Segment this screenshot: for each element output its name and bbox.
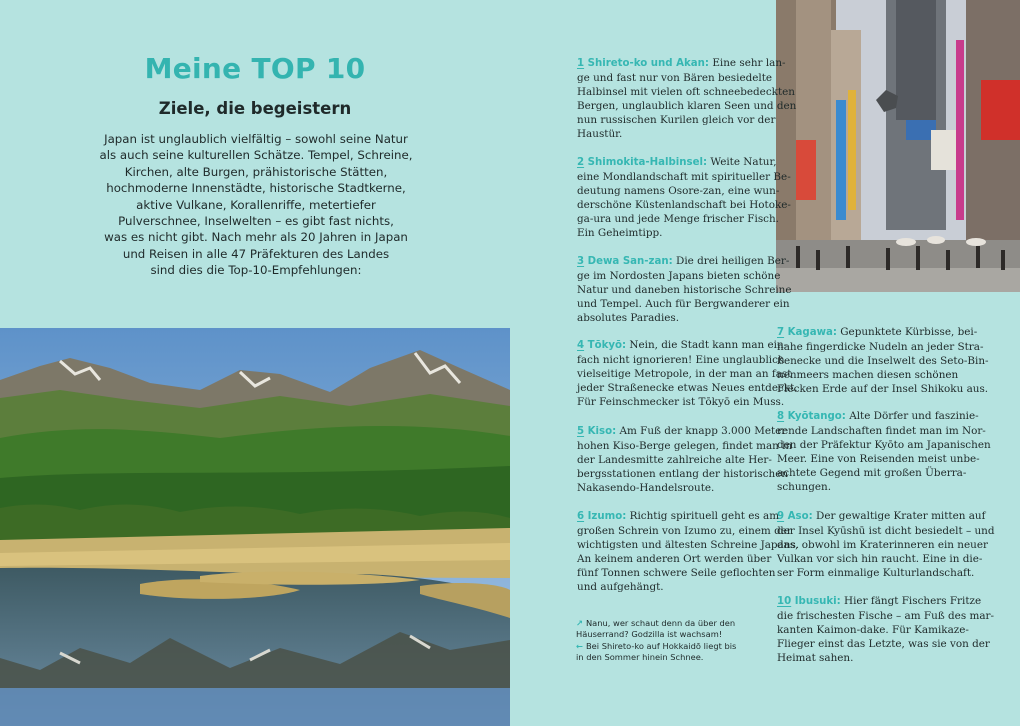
entry-line: achtete Gegend mit großen Überra- [777,467,967,480]
entry-line: ßenecke und die Inselwelt des Seto-Bin- [777,355,989,368]
intro-line: und Reisen in alle 47 Präfekturen des Landes [122,246,390,261]
entry-title: Izumo: [587,511,627,522]
entry-line: hohen Kiso-Berge gelegen, findet man in [577,440,793,453]
entry-number: 8 [777,411,785,422]
entry-number: 4 [577,340,585,351]
entry-line: absolutes Paradies. [577,312,680,325]
entry-text: Am Fuß der knapp 3.000 Meter [619,425,787,437]
entry-line: Für Feinschmecker ist Tōkyō ein Muss. [577,396,785,409]
entry-text: Eine sehr lan- [712,57,786,69]
intro-line: Kirchen, alte Burgen, prähistorische Stätten, [124,164,388,179]
entry-line: deutung namens Osore-zan, eine wun- [577,185,780,198]
entry-number: 9 [777,511,785,522]
entry-number: 3 [577,256,585,267]
entry-line: vielseitige Metropole, in der man an fast [577,368,792,381]
entry-line: ge im Nordosten Japans bieten schöne [577,270,781,283]
entry-line: Halbinsel mit vielen oft schneebedeckten [577,86,795,99]
top10-entry-1 [577,56,796,142]
shiretoko-lake-photo [0,328,510,726]
entry-title: Kiso: [587,426,617,437]
entry-line: jeder Straßenecke etwas Neues entdeckt. [577,382,798,395]
entry-line: fach nicht ignorieren! Eine unglaublich [577,354,785,367]
entry-line: derschöne Küstenlandschaft bei Hotoke- [577,199,791,212]
entry-line: kanten Kaimon-dake. Für Kamikaze- [777,624,969,637]
photo-captions [576,618,766,664]
entry-text: Der gewaltige Krater mitten auf [815,510,986,522]
entry-line: ser Form einmalige Kulturlandschaft. [777,567,975,580]
entry-line: schungen. [777,481,832,494]
entry-line: nenmeers machen diesen schönen [777,369,959,382]
entry-line: der Landesmitte zahlreiche alte Her- [577,454,772,467]
top10-entry-2 [577,155,791,241]
entry-line: großen Schrein von Izumo zu, einem der [577,525,792,538]
intro-line: hochmoderne Innenstädte, historische Stadtkerne, [106,181,406,196]
entry-line: Flieger einst das Letzte, was sie von der [777,638,990,651]
entry-line: wichtigsten und ältesten Schreine Japans. [577,539,800,552]
entry-text: Richtig spirituell geht es am [629,510,780,522]
entry-title: Kyōtango: [787,411,846,422]
intro-line: was es nicht gibt. Nach mehr als 20 Jahren in Japan [104,230,408,245]
top10-entry-4 [577,338,798,409]
page-title: Meine TOP 10 [144,52,366,85]
entry-line: Nakasendo-Handelsroute. [577,482,715,495]
entry-text: Hier fängt Fischers Fritze [844,595,982,607]
intro-paragraph [95,131,417,279]
entry-line: Bergen, unglaublich klaren Seen und den [577,100,797,113]
entry-line: fünf Tonnen schwere Seile geflochten [577,567,776,580]
top10-entry-9 [777,509,995,580]
top10-entry-10 [777,594,994,665]
top10-entry-3 [577,254,792,325]
entry-text: Nein, die Stadt kann man ein- [629,339,788,351]
top10-entry-5 [577,424,792,495]
entry-number: 5 [577,426,585,437]
entry-line: die frischesten Fische – am Fuß des mar- [777,610,994,623]
entry-line: Ein Geheimtipp. [577,227,663,240]
intro-line: sind dies die Top-10-Empfehlungen: [150,263,362,278]
entry-line: nun russischen Kurilen gleich vor der [577,114,776,127]
arrow-up-right-icon: ↗ [576,618,583,628]
caption-line: Nanu, wer schaut denn da über den [585,618,736,628]
intro-line: Pulverschnee, Inselwelten – es gibt fast nichts, [118,214,394,229]
entry-number: 6 [577,511,585,522]
caption-line: in den Sommer hinein Schnee. [576,652,704,663]
intro-section [0,0,510,328]
entry-line: ga-ura und jede Menge frischer Fisch. [577,213,779,226]
entry-title: Dewa San-zan: [587,256,673,267]
entry-title: Tōkyō: [587,340,627,351]
caption-line: Bei Shireto-ko auf Hokkaidō liegt bis [585,640,737,651]
entry-number: 7 [777,327,785,338]
entry-line: den der Präfektur Kyōto am Japanischen [777,439,991,452]
entry-line: der Insel Kyūshū ist dicht besiedelt – und [777,525,995,538]
entry-text: Gepunktete Kürbisse, bei- [840,326,978,338]
entry-text: Die drei heiligen Ber- [675,255,790,267]
entry-title: Shimokita-Halbinsel: [587,157,708,168]
top10-entry-6 [577,509,799,595]
entry-line: Haustür. [577,128,623,141]
entry-line: und aufgehängt. [577,581,664,594]
caption-line: Häuserrand? Godzilla ist wachsam! [576,629,723,640]
top10-entry-7 [777,325,989,396]
entry-text: Alte Dörfer und faszinie- [849,410,979,422]
entry-line: An keinem anderen Ort werden über [577,553,772,566]
entry-line: ge und fast nur von Bären besiedelte [577,72,773,85]
entry-number: 1 [577,58,585,69]
arrow-left-icon: ← [576,640,583,651]
intro-line: als auch seine kulturellen Schätze. Tempel, Schreine, [99,148,413,163]
entry-line: Natur und daneben historische Schreine [577,284,792,297]
intro-line: aktive Vulkane, Korallenriffe, metertiefer [136,197,376,212]
entry-line: das, obwohl im Kraterinneren ein neuer [777,539,988,552]
entry-number: 10 [777,596,792,607]
entry-number: 2 [577,157,585,168]
entry-title: Shireto-ko und Akan: [587,58,710,69]
page-subtitle: Ziele, die begeistern [158,99,352,118]
entry-text: Weite Natur, [710,156,777,168]
entry-line: rende Landschaften findet man im Nor- [777,425,986,438]
entry-line: nahe fingerdicke Nudeln an jeder Stra- [777,341,984,354]
tokyo-street-photo [776,0,1020,292]
intro-line: Japan ist unglaublich vielfältig – sowohl seine Natur [104,132,408,146]
entry-line: Flecken Erde auf der Insel Shikoku aus. [777,383,989,396]
entry-line: eine Mondlandschaft mit spiritueller Be- [577,171,791,184]
entry-line: Meer. Eine von Reisenden meist unbe- [777,453,980,466]
entry-line: Vulkan vor sich hin raucht. Eine in die- [777,553,983,566]
top10-entry-8 [777,409,991,495]
entry-title: Kagawa: [787,327,837,338]
entry-line: Heimat sahen. [777,652,854,665]
entry-line: und Tempel. Auch für Bergwanderer ein [577,298,790,311]
entry-title: Aso: [787,511,813,522]
entry-title: Ibusuki: [794,596,841,607]
entry-line: bergsstationen entlang der historischen [577,468,789,481]
